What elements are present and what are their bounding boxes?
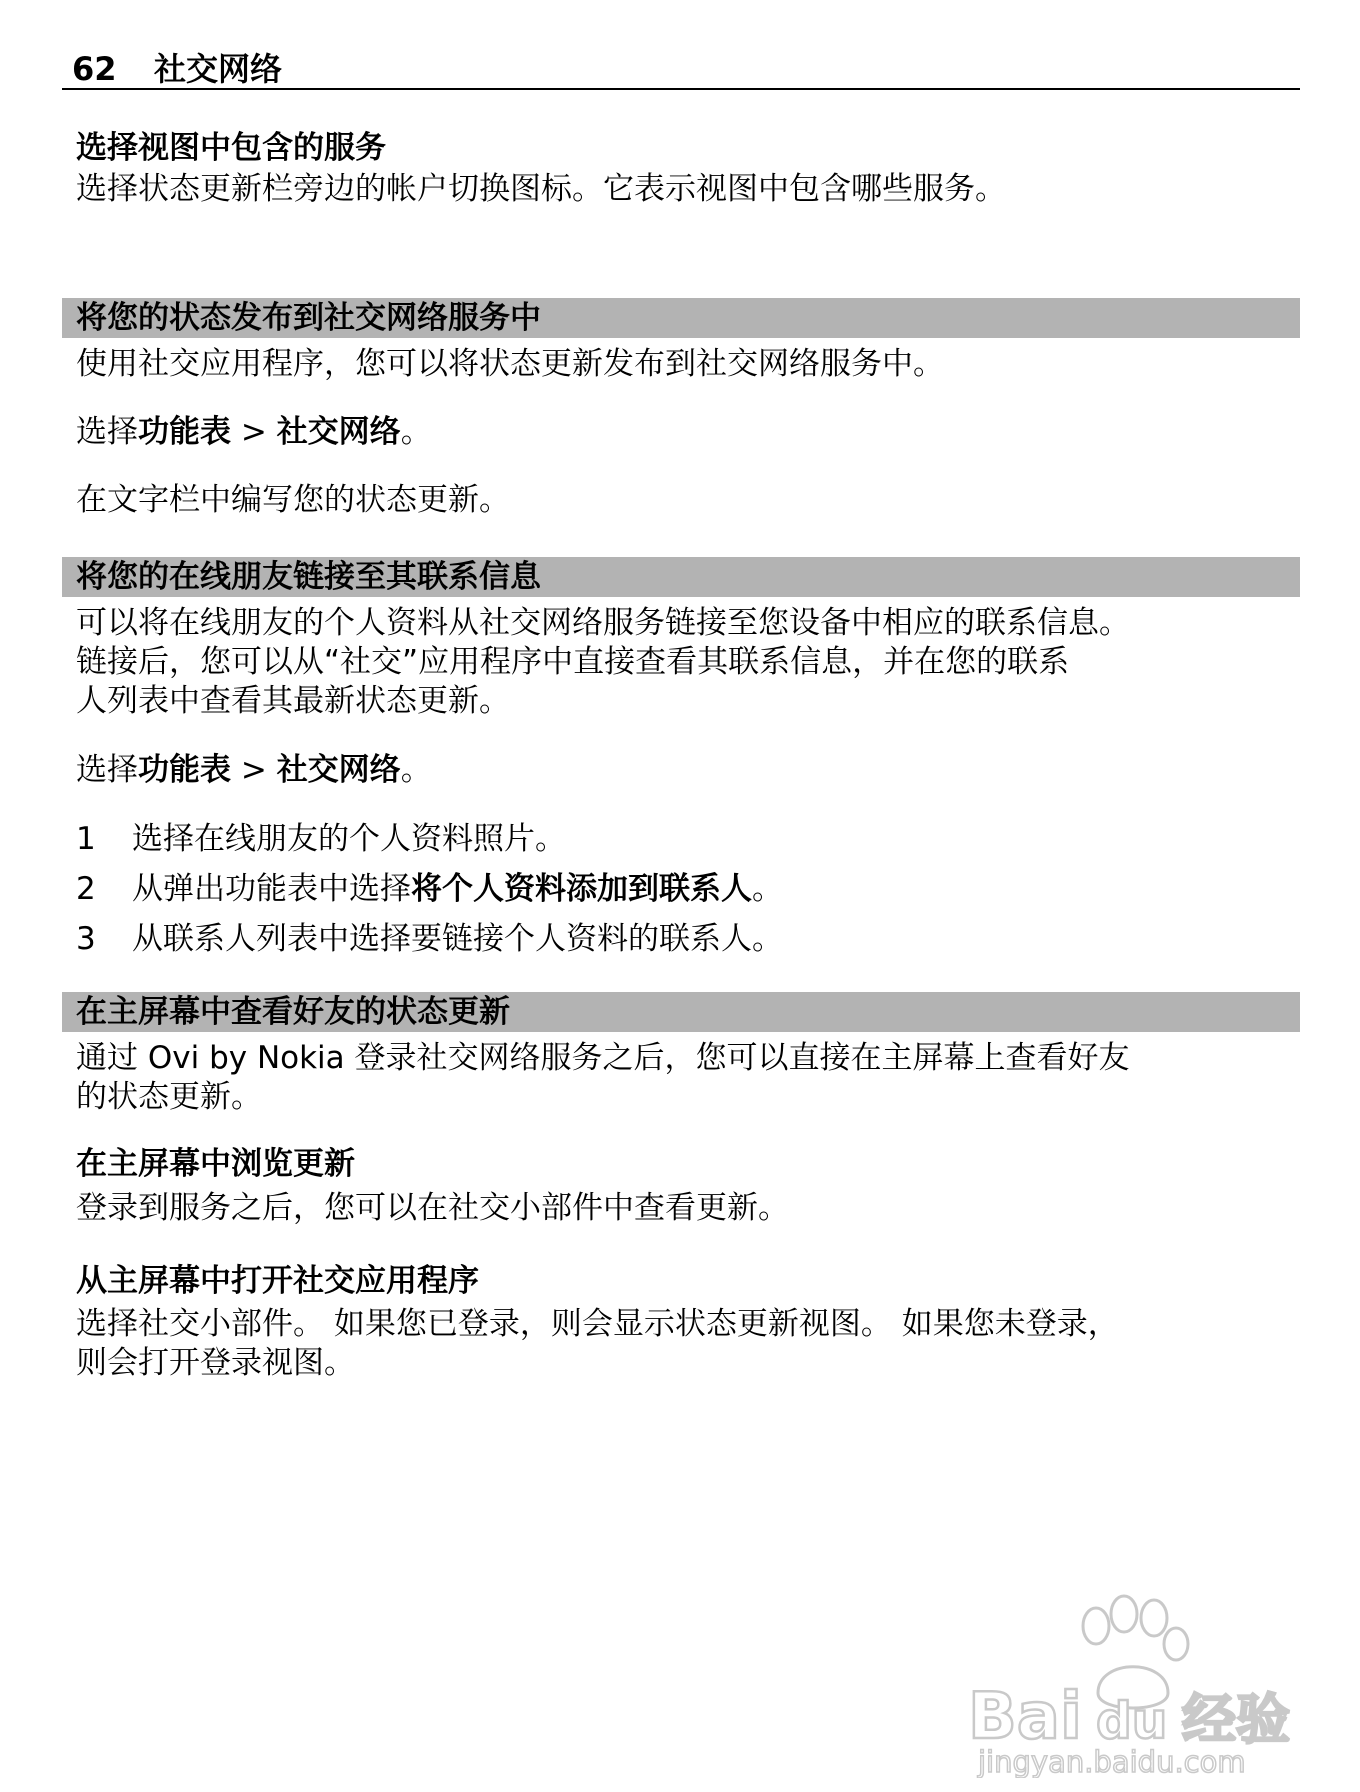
menu-path-menu: 功能表 [138,414,231,450]
paragraph-line: 通过 Ovi by Nokia 登录社交网络服务之后，您可以直接在主屏幕上查看好友 [76,1040,1130,1076]
subsection-heading: 从主屏幕中打开社交应用程序 [76,1263,479,1299]
paragraph-line: 则会打开登录视图。 [76,1345,355,1381]
paragraph-line: 的状态更新。 [76,1079,262,1115]
list-text: 选择在线朋友的个人资料照片。 [132,821,566,857]
running-header-title: 社交网络 [154,50,283,88]
paragraph: 使用社交应用程序，您可以将状态更新发布到社交网络服务中。 [76,346,944,382]
menu-path-separator: > [231,752,277,788]
paragraph-line: 链接后，您可以从“社交”应用程序中直接查看其联系信息，并在您的联系 [76,644,1070,680]
section-heading: 选择视图中包含的服务 [76,130,386,166]
paragraph: 在文字栏中编写您的状态更新。 [76,482,510,518]
menu-path-menu: 功能表 [138,752,231,788]
watermark-brand-cn: 经验 [1182,1688,1290,1751]
paragraph: 登录到服务之后，您可以在社交小部件中查看更新。 [76,1190,789,1226]
list-number: 1 [76,821,96,857]
list-text-post: 。 [752,871,783,907]
section-heading-bar: 将您的在线朋友链接至其联系信息 [62,557,1300,597]
page-number: 62 [72,50,117,88]
menu-path-item: 社交网络 [276,752,401,788]
watermark-brand-right: du [1096,1692,1168,1750]
baidu-watermark-logo [968,1588,1298,1778]
list-text-pre: 从弹出功能表中选择 [132,871,411,907]
menu-path-prefix: 选择 [76,752,138,788]
paragraph-line: 可以将在线朋友的个人资料从社交网络服务链接至您设备中相应的联系信息。 [76,605,1130,641]
paragraph: 选择状态更新栏旁边的帐户切换图标。它表示视图中包含哪些服务。 [76,171,1006,207]
paragraph-line: 选择社交小部件。 如果您已登录，则会显示状态更新视图。 如果您未登录， [76,1306,1119,1342]
menu-path-separator: > [231,414,277,450]
menu-path-prefix: 选择 [76,414,138,450]
menu-path-paragraph [76,413,1306,452]
section-heading-bar: 在主屏幕中查看好友的状态更新 [62,992,1300,1032]
menu-path-item: 社交网络 [276,414,401,450]
subsection-heading: 在主屏幕中浏览更新 [76,1146,355,1182]
list-text: 从联系人列表中选择要链接个人资料的联系人。 [132,921,783,957]
list-number: 2 [76,871,96,907]
running-header [62,48,1300,90]
menu-path-suffix: 。 [400,414,432,450]
list-text-bold: 将个人资料添加到联系人 [411,871,752,907]
menu-path-suffix: 。 [400,752,432,788]
list-text [132,869,783,909]
list-number: 3 [76,921,96,957]
watermark-brand-left: Bai [968,1680,1082,1754]
watermark-url: jingyan.baidu.com [978,1745,1246,1778]
paragraph-line: 人列表中查看其最新状态更新。 [76,683,510,719]
section-heading-bar: 将您的状态发布到社交网络服务中 [62,298,1300,338]
menu-path-paragraph [76,751,1306,790]
